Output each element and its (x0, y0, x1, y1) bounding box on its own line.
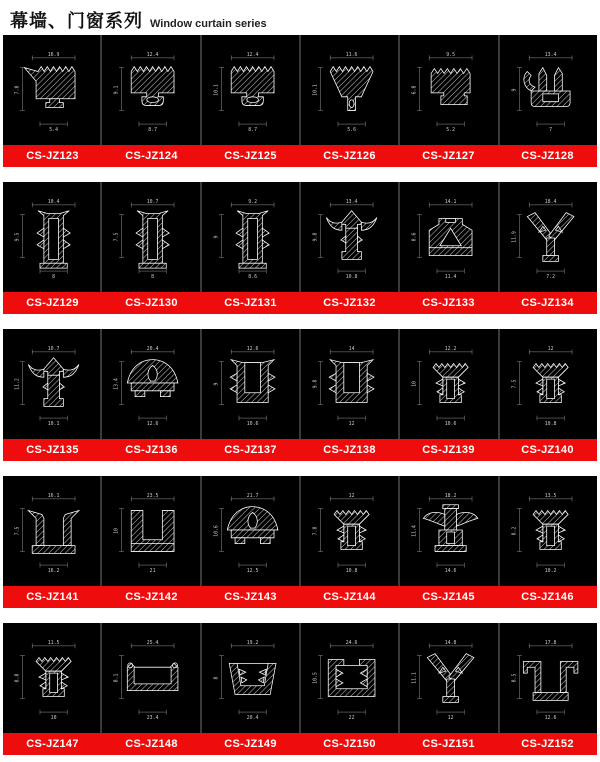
svg-text:10.6: 10.6 (445, 420, 457, 427)
svg-text:8.2: 8.2 (511, 526, 518, 536)
svg-text:23.5: 23.5 (147, 492, 159, 499)
svg-text:19.2: 19.2 (246, 639, 259, 646)
svg-text:7.2: 7.2 (545, 273, 555, 280)
profile-row-4 (3, 476, 597, 608)
product-code: CS-JZ149 (224, 738, 277, 750)
profile-cell (398, 329, 497, 439)
profile-drawing (102, 476, 199, 586)
svg-text:10.6: 10.6 (246, 420, 259, 427)
svg-text:7.5: 7.5 (511, 379, 518, 389)
profile-drawing (202, 623, 299, 733)
code-bar (3, 586, 597, 608)
svg-text:16.9: 16.9 (47, 51, 60, 58)
profile-drawing (500, 35, 597, 145)
svg-text:12.4: 12.4 (246, 51, 259, 58)
dimension-lines (517, 202, 572, 273)
dimension-lines (417, 643, 472, 714)
svg-text:7.8: 7.8 (312, 526, 319, 536)
svg-text:10: 10 (50, 714, 57, 721)
profile-drawing (500, 182, 597, 292)
svg-text:16.1: 16.1 (47, 492, 60, 499)
profile-drawing (202, 35, 299, 145)
profile-drawing (400, 35, 497, 145)
svg-text:8.5: 8.5 (511, 673, 518, 683)
profile-cell (398, 623, 497, 733)
profile-cell (100, 35, 199, 145)
drawing-panel (3, 329, 597, 439)
svg-text:10.7: 10.7 (47, 345, 60, 352)
profile-row-3 (3, 329, 597, 461)
svg-text:10.5: 10.5 (312, 672, 319, 684)
svg-text:12.5: 12.5 (246, 567, 259, 574)
svg-text:11.4: 11.4 (445, 273, 457, 280)
profile-cell (100, 182, 199, 292)
code-bar (3, 733, 597, 755)
svg-text:23.4: 23.4 (147, 714, 159, 721)
svg-text:11.6: 11.6 (345, 51, 358, 58)
profile-cell (498, 182, 597, 292)
product-code: CS-JZ123 (26, 150, 79, 162)
profile-drawing (202, 476, 299, 586)
drawing-panel (3, 623, 597, 733)
svg-text:22: 22 (348, 714, 355, 721)
product-code: CS-JZ141 (26, 591, 79, 603)
profile-drawing (202, 182, 299, 292)
profile-cell (498, 35, 597, 145)
svg-text:10.8: 10.8 (544, 420, 557, 427)
svg-text:18.2: 18.2 (445, 492, 457, 499)
svg-text:9.1: 9.1 (113, 85, 120, 95)
profile-cell (200, 35, 299, 145)
profile-cell (498, 329, 597, 439)
profile-cell (299, 476, 398, 586)
profile-cell (200, 329, 299, 439)
product-code: CS-JZ134 (521, 297, 574, 309)
svg-text:5.4: 5.4 (49, 126, 59, 133)
profile-drawing (301, 623, 398, 733)
svg-text:9.8: 9.8 (312, 379, 319, 389)
svg-text:9.2: 9.2 (247, 198, 257, 205)
svg-text:13.4: 13.4 (345, 198, 358, 205)
profile-cell (3, 329, 100, 439)
profile-cell (3, 35, 100, 145)
svg-text:11.1: 11.1 (411, 672, 418, 684)
page-title: 幕墙、门窗系列 (10, 11, 143, 32)
svg-text:12: 12 (547, 345, 554, 352)
profile-drawing (102, 182, 199, 292)
profile-drawing (301, 476, 398, 586)
svg-text:10.6: 10.6 (213, 525, 220, 537)
svg-text:21.7: 21.7 (246, 492, 259, 499)
svg-text:13.4: 13.4 (544, 51, 557, 58)
svg-text:8.1: 8.1 (113, 673, 120, 683)
profile-row-2 (3, 182, 597, 314)
svg-text:8.6: 8.6 (247, 273, 257, 280)
svg-text:10.1: 10.1 (47, 420, 60, 427)
svg-text:9.5: 9.5 (14, 232, 21, 242)
svg-text:10.8: 10.8 (345, 273, 358, 280)
svg-text:8.6: 8.6 (411, 232, 418, 242)
product-code: CS-JZ125 (224, 150, 277, 162)
profile-cell (498, 623, 597, 733)
profile-grid (0, 35, 600, 755)
profile-cell (299, 329, 398, 439)
svg-text:12: 12 (447, 714, 454, 721)
profile-cell (299, 182, 398, 292)
profile-cell (100, 329, 199, 439)
product-code: CS-JZ151 (422, 738, 475, 750)
profile-cell (299, 35, 398, 145)
profile-drawing (3, 623, 100, 733)
svg-text:9.8: 9.8 (312, 232, 319, 242)
product-code: CS-JZ138 (323, 444, 376, 456)
product-code: CS-JZ144 (323, 591, 376, 603)
profile-drawing (102, 329, 199, 439)
profile-drawing (3, 182, 100, 292)
svg-text:9: 9 (213, 382, 220, 386)
svg-text:10.7: 10.7 (147, 198, 159, 205)
svg-text:16.2: 16.2 (47, 567, 60, 574)
product-code: CS-JZ143 (224, 591, 277, 603)
profile-drawing (400, 329, 497, 439)
svg-text:7.5: 7.5 (113, 232, 120, 242)
svg-text:7.8: 7.8 (14, 85, 21, 95)
svg-text:20.4: 20.4 (246, 714, 259, 721)
code-bar (3, 439, 597, 461)
svg-text:8: 8 (213, 676, 220, 680)
profile-drawing (3, 329, 100, 439)
profile-drawing (301, 35, 398, 145)
svg-text:9: 9 (213, 235, 220, 239)
product-code: CS-JZ133 (422, 297, 475, 309)
svg-text:10.2: 10.2 (544, 567, 557, 574)
profile-cell (398, 476, 497, 586)
drawing-panel (3, 476, 597, 586)
profile-cell (100, 476, 199, 586)
svg-text:8: 8 (151, 273, 155, 280)
svg-text:9.5: 9.5 (446, 51, 456, 58)
svg-text:14.1: 14.1 (445, 198, 457, 205)
svg-text:8.7: 8.7 (247, 126, 257, 133)
profile-drawing (301, 182, 398, 292)
product-code: CS-JZ139 (422, 444, 475, 456)
product-code: CS-JZ132 (323, 297, 376, 309)
product-code: CS-JZ148 (125, 738, 178, 750)
svg-text:11.2: 11.2 (14, 378, 21, 390)
svg-text:12.6: 12.6 (147, 420, 159, 427)
profile-drawing (400, 623, 497, 733)
svg-text:12.2: 12.2 (445, 345, 457, 352)
profile-row-1 (3, 35, 597, 167)
svg-text:21: 21 (150, 567, 156, 574)
profile-drawing (301, 329, 398, 439)
product-code: CS-JZ127 (422, 150, 475, 162)
svg-text:14.8: 14.8 (445, 639, 457, 646)
product-code: CS-JZ145 (422, 591, 475, 603)
svg-text:8.8: 8.8 (14, 673, 21, 683)
profile-cell (299, 623, 398, 733)
svg-text:10.4: 10.4 (47, 198, 60, 205)
svg-text:7.5: 7.5 (14, 526, 21, 536)
code-bar (3, 292, 597, 314)
svg-text:10.8: 10.8 (345, 567, 358, 574)
svg-text:8.7: 8.7 (148, 126, 158, 133)
product-code: CS-JZ152 (521, 738, 574, 750)
svg-text:17.8: 17.8 (544, 639, 557, 646)
product-code: CS-JZ142 (125, 591, 178, 603)
product-code: CS-JZ131 (224, 297, 277, 309)
profile-cell (200, 623, 299, 733)
svg-text:13.4: 13.4 (113, 378, 120, 390)
svg-text:12.4: 12.4 (147, 51, 159, 58)
dimension-labels (511, 640, 556, 721)
svg-text:8: 8 (52, 273, 56, 280)
profile-cell (498, 476, 597, 586)
product-code: CS-JZ137 (224, 444, 277, 456)
profile-row-5 (3, 623, 597, 755)
drawing-panel (3, 35, 597, 145)
svg-text:25.4: 25.4 (147, 639, 159, 646)
profile-drawing (400, 182, 497, 292)
svg-text:10.1: 10.1 (312, 84, 319, 96)
drawing-panel (3, 182, 597, 292)
svg-text:10.1: 10.1 (213, 84, 220, 96)
product-code: CS-JZ126 (323, 150, 376, 162)
profile-drawing (3, 35, 100, 145)
svg-text:11.9: 11.9 (511, 231, 518, 243)
profile-cell (3, 623, 100, 733)
svg-text:5.2: 5.2 (446, 126, 456, 133)
profile-drawing (102, 623, 199, 733)
svg-text:5.6: 5.6 (347, 126, 356, 133)
profile-cell (3, 476, 100, 586)
svg-text:9: 9 (511, 88, 518, 92)
profile-cell (200, 182, 299, 292)
profile-cell (398, 35, 497, 145)
svg-text:10: 10 (113, 528, 120, 534)
product-code: CS-JZ128 (521, 150, 574, 162)
product-code: CS-JZ150 (323, 738, 376, 750)
profile-drawing (202, 329, 299, 439)
product-code: CS-JZ146 (521, 591, 574, 603)
profile-drawing (102, 35, 199, 145)
code-bar (3, 145, 597, 167)
profile-drawing (500, 476, 597, 586)
svg-text:12: 12 (348, 492, 355, 499)
profile-drawing (400, 476, 497, 586)
profile-drawing (500, 329, 597, 439)
svg-text:6.8: 6.8 (411, 85, 418, 95)
svg-text:18.4: 18.4 (544, 198, 557, 205)
svg-text:20.4: 20.4 (147, 345, 159, 352)
profile-cell (398, 182, 497, 292)
product-code: CS-JZ147 (26, 738, 79, 750)
product-code: CS-JZ136 (125, 444, 178, 456)
svg-text:12.6: 12.6 (246, 345, 259, 352)
svg-text:12.6: 12.6 (544, 714, 557, 721)
page-subtitle: Window curtain series (150, 18, 267, 30)
svg-text:10: 10 (411, 381, 418, 387)
profile-drawing (500, 623, 597, 733)
profile-cell (200, 476, 299, 586)
product-code: CS-JZ129 (26, 297, 79, 309)
product-code: CS-JZ135 (26, 444, 79, 456)
svg-text:24.6: 24.6 (345, 639, 358, 646)
profile-drawing (3, 476, 100, 586)
svg-text:14.6: 14.6 (445, 567, 457, 574)
svg-text:13.5: 13.5 (544, 492, 557, 499)
profile-cell (3, 182, 100, 292)
product-code: CS-JZ124 (125, 150, 178, 162)
product-code: CS-JZ140 (521, 444, 574, 456)
svg-text:12: 12 (348, 420, 355, 427)
svg-text:11.4: 11.4 (411, 525, 418, 537)
svg-text:11.5: 11.5 (47, 639, 60, 646)
svg-text:14: 14 (348, 345, 355, 352)
profile-cell (100, 623, 199, 733)
svg-text:7: 7 (548, 126, 552, 133)
page-header (0, 0, 600, 35)
product-code: CS-JZ130 (125, 297, 178, 309)
